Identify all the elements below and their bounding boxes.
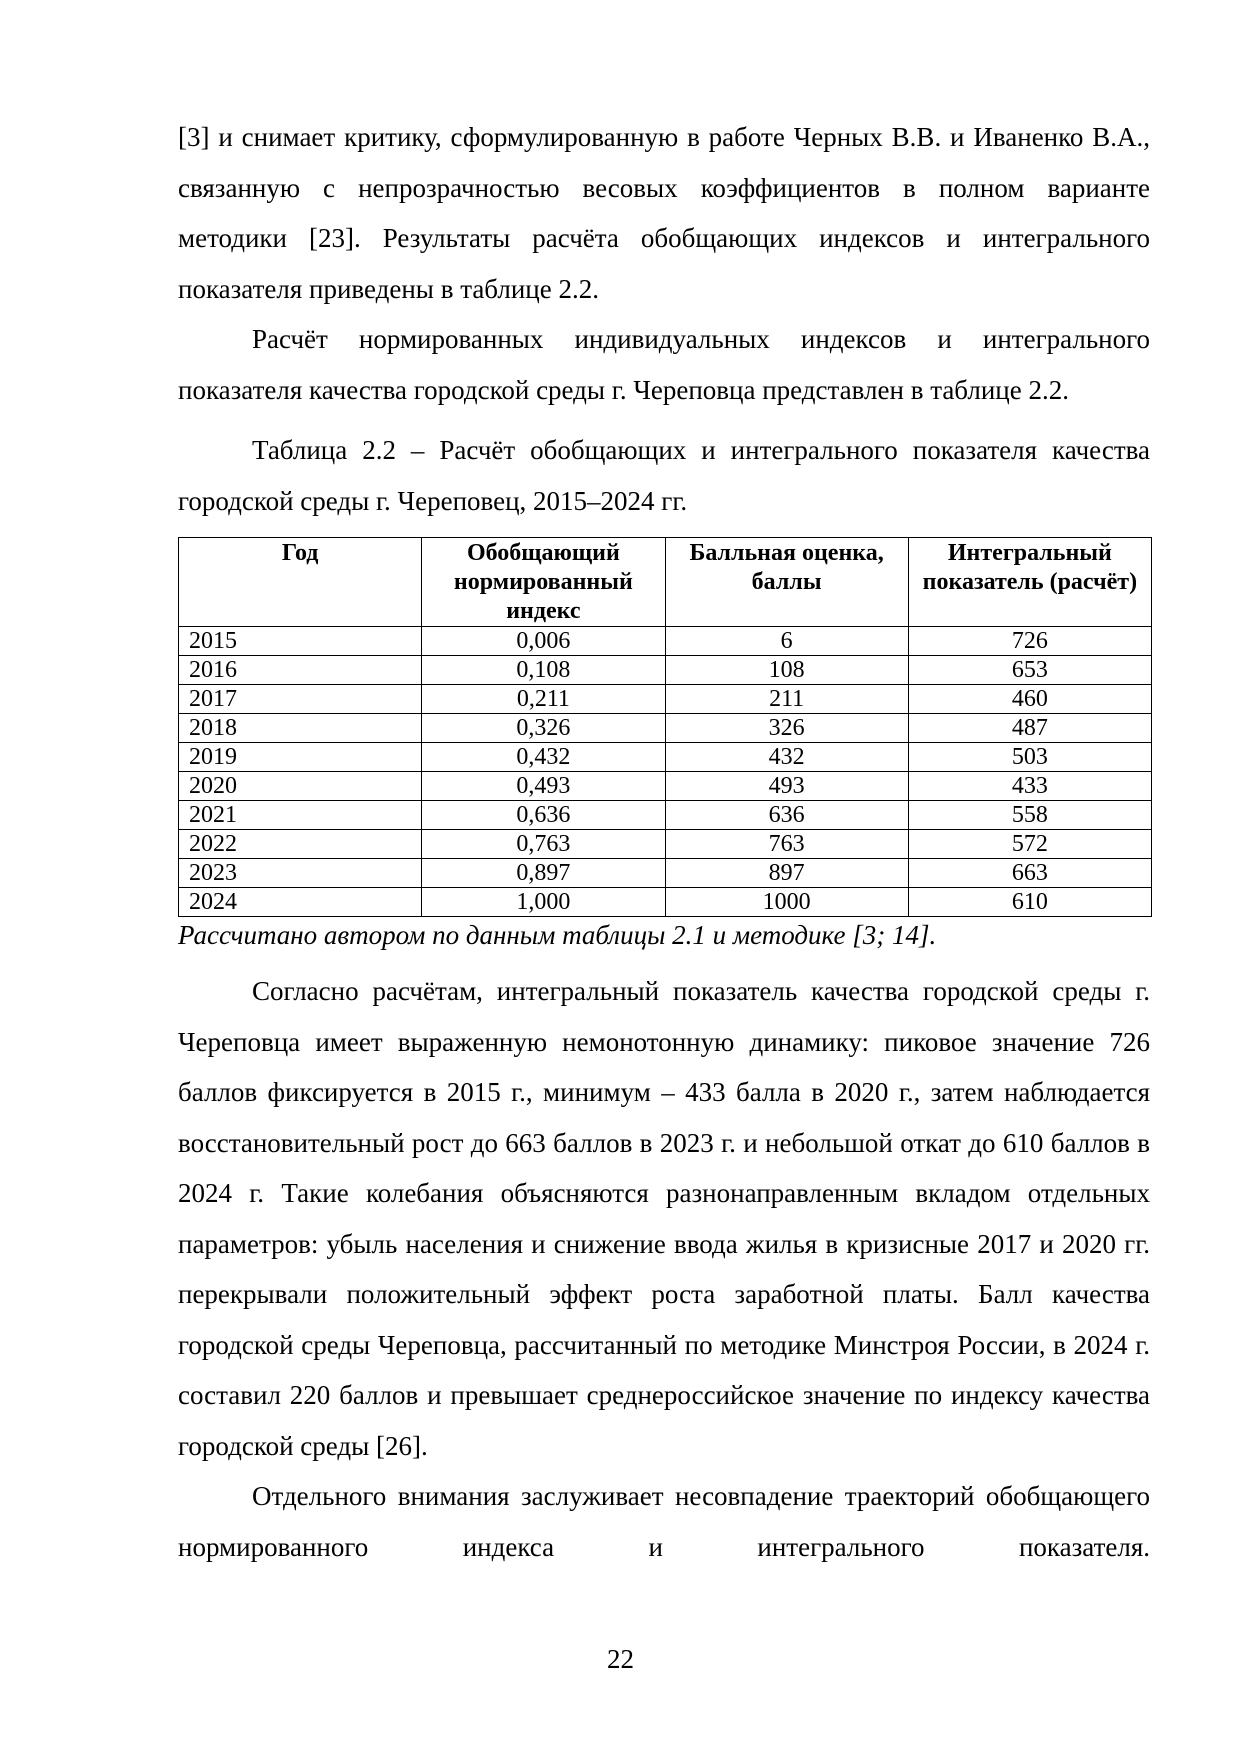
cell-score: 211 <box>665 685 908 714</box>
paragraph-intro: [3] и снимает критику, сформулированную в работе Черных В.В. и Иваненко В.А., связанную с непрозрачностью весовых коэффициентов в полном варианте методики [23]. Результаты расчёта обобщающих индексов и интегрального показателя приведены в таблице 2.2. <box>178 122 1150 304</box>
cell-score: 493 <box>665 772 908 801</box>
cell-score: 108 <box>665 656 908 685</box>
document-page <box>178 112 1150 1572</box>
paragraph-table-reference: Расчёт нормированных индивидуальных индексов и интегрального показателя качества городской среды г. Череповца представлен в таблице 2.2. <box>178 324 1150 405</box>
header-year: Год <box>179 538 422 627</box>
results-table <box>178 537 1152 917</box>
cell-normalized-index: 0,432 <box>422 743 665 772</box>
table-row <box>179 714 1152 743</box>
cell-year: 2023 <box>179 859 422 888</box>
cell-score: 897 <box>665 859 908 888</box>
cell-integral-indicator: 487 <box>908 714 1151 743</box>
cell-integral-indicator: 726 <box>908 627 1151 656</box>
cell-score: 636 <box>665 801 908 830</box>
table-row <box>179 888 1152 917</box>
cell-integral-indicator: 610 <box>908 888 1151 917</box>
cell-normalized-index: 0,897 <box>422 859 665 888</box>
cell-year: 2022 <box>179 830 422 859</box>
cell-year: 2020 <box>179 772 422 801</box>
cell-normalized-index: 0,326 <box>422 714 665 743</box>
cell-score: 1000 <box>665 888 908 917</box>
cell-score: 326 <box>665 714 908 743</box>
cell-integral-indicator: 663 <box>908 859 1151 888</box>
cell-year: 2017 <box>179 685 422 714</box>
page-number: 22 <box>607 1644 634 1674</box>
cell-normalized-index: 0,108 <box>422 656 665 685</box>
cell-year: 2016 <box>179 656 422 685</box>
cell-year: 2019 <box>179 743 422 772</box>
cell-integral-indicator: 572 <box>908 830 1151 859</box>
table-header-row <box>179 538 1152 627</box>
cell-integral-indicator: 653 <box>908 656 1151 685</box>
header-score: Балльная оценка, баллы <box>665 538 908 627</box>
cell-year: 2024 <box>179 888 422 917</box>
header-normalized-index: Обобщающий нормированный индекс <box>422 538 665 627</box>
cell-normalized-index: 0,211 <box>422 685 665 714</box>
cell-normalized-index: 0,493 <box>422 772 665 801</box>
cell-score: 6 <box>665 627 908 656</box>
table-row <box>179 801 1152 830</box>
table-body <box>179 627 1152 917</box>
cell-normalized-index: 0,006 <box>422 627 665 656</box>
cell-normalized-index: 1,000 <box>422 888 665 917</box>
table-row <box>179 830 1152 859</box>
table-caption: Таблица 2.2 – Расчёт обобщающих и интегрального показателя качества городской среды г. Череповец, 2015–2024 гг. <box>178 435 1150 516</box>
table-row <box>179 656 1152 685</box>
cell-year: 2015 <box>179 627 422 656</box>
cell-score: 763 <box>665 830 908 859</box>
table-source-note: Рассчитано автором по данным таблицы 2.1 и методике [3; 14]. <box>178 920 937 950</box>
paragraph-analysis: Согласно расчётам, интегральный показатель качества городской среды г. Череповца имеет выраженную немонотонную динамику: пиковое значение 726 баллов фиксируется в 2015 г., минимум – 433 балла в 2020 г., затем наблюдается восстановительный рост до 663 баллов в 2023 г. и небольшой откат до 610 баллов в 2024 г. Такие колебания объясняются разнонаправленным вкладом отдельных параметров: убыль населения и снижение ввода жилья в кризисные 2017 и 2020 гг. перекрывали положительный эффект роста заработной платы. Балл качества городской среды Череповца, рассчитанный по методике Минстроя России, в 2024 г. составил 220 баллов и превышает среднероссийское значение по индексу качества городской среды [26]. <box>178 976 1150 1461</box>
cell-year: 2021 <box>179 801 422 830</box>
paragraph-trajectory: Отдельного внимания заслуживает несовпадение траекторий обобщающего нормированного индекса и интегрального показателя. <box>178 1481 1150 1562</box>
cell-integral-indicator: 503 <box>908 743 1151 772</box>
cell-integral-indicator: 460 <box>908 685 1151 714</box>
table-row <box>179 859 1152 888</box>
cell-year: 2018 <box>179 714 422 743</box>
cell-integral-indicator: 433 <box>908 772 1151 801</box>
table-row <box>179 772 1152 801</box>
table-row <box>179 627 1152 656</box>
header-integral-indicator: Интегральный показатель (расчёт) <box>908 538 1151 627</box>
cell-integral-indicator: 558 <box>908 801 1151 830</box>
cell-score: 432 <box>665 743 908 772</box>
cell-normalized-index: 0,763 <box>422 830 665 859</box>
cell-normalized-index: 0,636 <box>422 801 665 830</box>
table-row <box>179 743 1152 772</box>
table-row <box>179 685 1152 714</box>
